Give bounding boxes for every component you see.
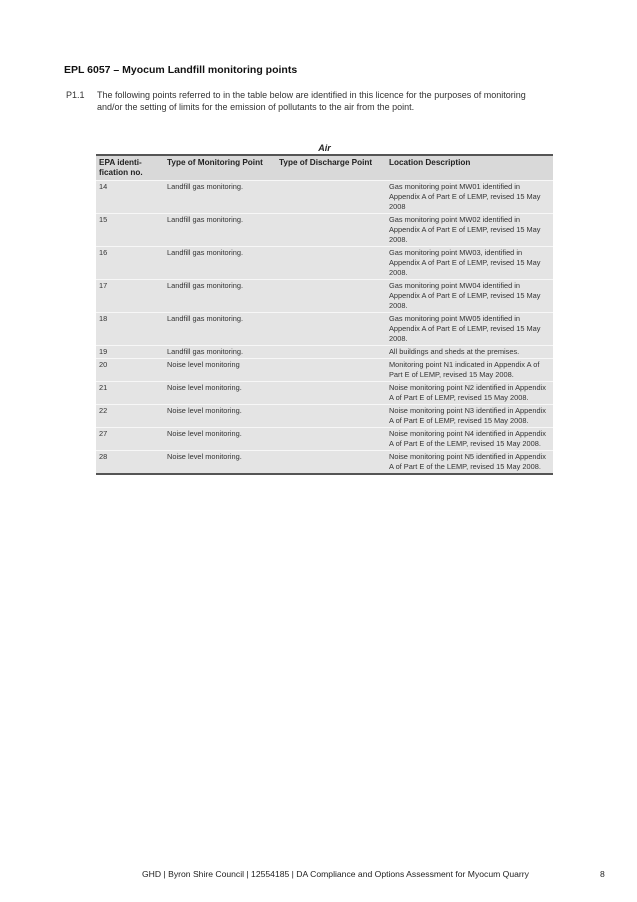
cell-monitoring-type: Noise level monitoring. <box>164 405 276 428</box>
cell-location: Gas monitoring point MW03, identified in Appendix A of Part E of LEMP, revised 15 May 2008. <box>386 247 553 280</box>
cell-monitoring-type: Landfill gas monitoring. <box>164 280 276 313</box>
cell-monitoring-type: Noise level monitoring. <box>164 451 276 475</box>
table-row <box>96 428 553 451</box>
cell-discharge-type <box>276 405 386 428</box>
cell-discharge-type <box>276 346 386 359</box>
table-row <box>96 359 553 382</box>
table-row <box>96 451 553 475</box>
cell-monitoring-type: Landfill gas monitoring. <box>164 346 276 359</box>
cell-monitoring-type: Landfill gas monitoring. <box>164 181 276 214</box>
paragraph-number: P1.1 <box>66 90 85 100</box>
cell-location: Gas monitoring point MW05 identified in Appendix A of Part E of LEMP, revised 15 May 2008. <box>386 313 553 346</box>
paragraph-text: The following points referred to in the table below are identified in this licence for the purposes of monitoring and/or the setting of limits for the emission of pollutants to the air from the point. <box>97 90 526 112</box>
page-footer: GHD | Byron Shire Council | 12554185 | DA Compliance and Options Assessment for Myocum Quarry <box>142 869 529 879</box>
table-row <box>96 405 553 428</box>
cell-discharge-type <box>276 214 386 247</box>
cell-monitoring-type: Landfill gas monitoring. <box>164 247 276 280</box>
cell-epa-id: 27 <box>96 428 164 451</box>
cell-location: Gas monitoring point MW04 identified in Appendix A of Part E of LEMP, revised 15 May 2008. <box>386 280 553 313</box>
table-row <box>96 346 553 359</box>
cell-epa-id: 22 <box>96 405 164 428</box>
page-number: 8 <box>600 869 605 879</box>
cell-discharge-type <box>276 181 386 214</box>
table-row <box>96 280 553 313</box>
monitoring-points-table <box>96 154 553 475</box>
cell-discharge-type <box>276 313 386 346</box>
table-caption: Air <box>318 143 331 153</box>
cell-discharge-type <box>276 359 386 382</box>
cell-monitoring-type: Landfill gas monitoring. <box>164 214 276 247</box>
cell-location: All buildings and sheds at the premises. <box>386 346 553 359</box>
table-row <box>96 214 553 247</box>
header-epa-id: EPA identi-fication no. <box>96 155 164 181</box>
table-row <box>96 382 553 405</box>
header-monitoring-type: Type of Monitoring Point <box>164 155 276 181</box>
table-row <box>96 247 553 280</box>
cell-monitoring-type: Noise level monitoring. <box>164 428 276 451</box>
cell-discharge-type <box>276 280 386 313</box>
cell-epa-id: 18 <box>96 313 164 346</box>
cell-discharge-type <box>276 451 386 475</box>
cell-epa-id: 14 <box>96 181 164 214</box>
cell-epa-id: 17 <box>96 280 164 313</box>
cell-location: Noise monitoring point N2 identified in Appendix A of Part E of LEMP, revised 15 May 2008. <box>386 382 553 405</box>
header-discharge-type: Type of Discharge Point <box>276 155 386 181</box>
cell-monitoring-type: Noise level monitoring <box>164 359 276 382</box>
cell-epa-id: 28 <box>96 451 164 475</box>
licence-table-excerpt <box>96 142 553 493</box>
cell-epa-id: 15 <box>96 214 164 247</box>
table-row <box>96 313 553 346</box>
section-heading: EPL 6057 – Myocum Landfill monitoring points <box>64 64 298 76</box>
table-row <box>96 181 553 214</box>
cell-epa-id: 20 <box>96 359 164 382</box>
header-location: Location Description <box>386 155 553 181</box>
cell-discharge-type <box>276 247 386 280</box>
cell-location: Gas monitoring point MW02 identified in Appendix A of Part E of LEMP, revised 15 May 2008. <box>386 214 553 247</box>
table-header-row <box>96 155 553 181</box>
cell-location: Monitoring point N1 indicated in Appendix A of Part E of LEMP, revised 15 May 2008. <box>386 359 553 382</box>
cell-discharge-type <box>276 382 386 405</box>
cell-location: Noise monitoring point N5 identified in Appendix A of Part E of the LEMP, revised 15 May 2008. <box>386 451 553 475</box>
cell-location: Gas monitoring point MW01 identified in Appendix A of Part E of LEMP, revised 15 May 2008 <box>386 181 553 214</box>
cell-discharge-type <box>276 428 386 451</box>
cell-epa-id: 19 <box>96 346 164 359</box>
cell-monitoring-type: Landfill gas monitoring. <box>164 313 276 346</box>
table-body <box>96 181 553 475</box>
cell-epa-id: 21 <box>96 382 164 405</box>
cell-location: Noise monitoring point N3 identified in Appendix A of Part E of LEMP, revised 15 May 2008. <box>386 405 553 428</box>
cell-monitoring-type: Noise level monitoring. <box>164 382 276 405</box>
cell-epa-id: 16 <box>96 247 164 280</box>
cell-location: Noise monitoring point N4 identified in Appendix A of Part E of the LEMP, revised 15 May 2008. <box>386 428 553 451</box>
